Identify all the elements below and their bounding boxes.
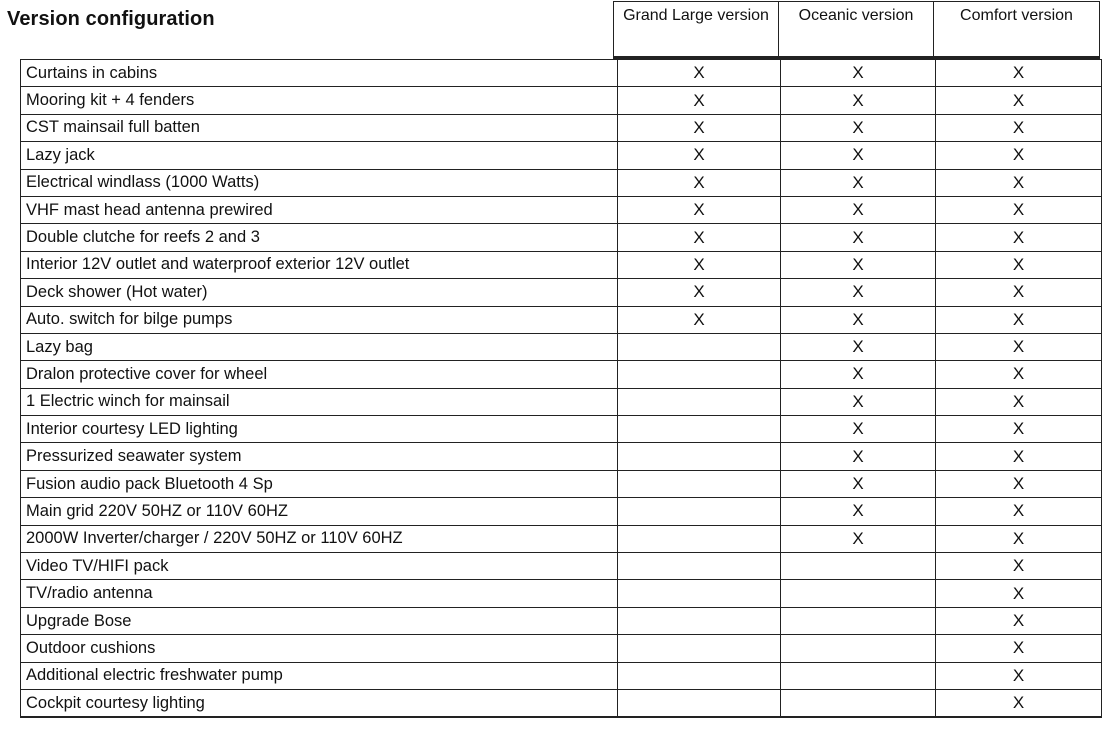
table-row [21,142,1102,169]
version-mark-cell: X [936,196,1102,223]
feature-label: Outdoor cushions [21,635,618,662]
version-mark-cell: X [936,443,1102,470]
version-mark-cell: X [618,169,781,196]
version-mark-cell: X [781,443,936,470]
version-mark-cell: X [781,251,936,278]
version-mark-cell: X [936,279,1102,306]
version-mark-cell: X [781,388,936,415]
column-header-comfort: Comfort version [933,1,1100,59]
feature-label: 1 Electric winch for mainsail [21,388,618,415]
feature-label: Pressurized seawater system [21,443,618,470]
table-row [21,525,1102,552]
feature-label: VHF mast head antenna prewired [21,196,618,223]
feature-label: Mooring kit + 4 fenders [21,87,618,114]
version-mark-cell: X [781,416,936,443]
version-mark-cell: X [936,388,1102,415]
feature-label: Fusion audio pack Bluetooth 4 Sp [21,470,618,497]
version-mark-cell: X [781,60,936,87]
table-row [21,333,1102,360]
table-row [21,580,1102,607]
version-mark-cell: X [781,306,936,333]
table-row [21,470,1102,497]
version-mark-cell: X [936,498,1102,525]
table-row [21,169,1102,196]
table-row [21,635,1102,662]
version-mark-cell [618,361,781,388]
feature-label: Lazy jack [21,142,618,169]
version-mark-cell [618,635,781,662]
feature-label: Additional electric freshwater pump [21,662,618,689]
table-row [21,251,1102,278]
version-mark-cell: X [936,142,1102,169]
version-mark-cell: X [781,196,936,223]
table-row [21,498,1102,525]
feature-label: Upgrade Bose [21,607,618,634]
version-mark-cell [618,580,781,607]
version-mark-cell: X [936,361,1102,388]
table-row [21,279,1102,306]
table-row [21,416,1102,443]
version-mark-cell [781,580,936,607]
column-header-oceanic: Oceanic version [777,1,935,59]
version-mark-cell [781,662,936,689]
version-mark-cell [618,470,781,497]
table-row [21,443,1102,470]
table-row [21,196,1102,223]
version-mark-cell [618,689,781,717]
version-mark-cell [781,607,936,634]
version-mark-cell: X [618,279,781,306]
version-mark-cell: X [936,470,1102,497]
table-row [21,689,1102,717]
configuration-table-body [21,60,1102,718]
feature-label: Interior 12V outlet and waterproof exterior 12V outlet [21,251,618,278]
feature-label: Double clutche for reefs 2 and 3 [21,224,618,251]
feature-label: CST mainsail full batten [21,114,618,141]
version-mark-cell [618,416,781,443]
version-mark-cell [618,553,781,580]
feature-label: Curtains in cabins [21,60,618,87]
version-mark-cell [618,443,781,470]
feature-label: Main grid 220V 50HZ or 110V 60HZ [21,498,618,525]
version-mark-cell: X [936,635,1102,662]
version-mark-cell: X [781,87,936,114]
version-mark-cell: X [618,87,781,114]
version-mark-cell: X [781,470,936,497]
version-mark-cell: X [781,279,936,306]
version-mark-cell: X [936,553,1102,580]
version-mark-cell: X [936,87,1102,114]
version-mark-cell: X [781,333,936,360]
version-mark-cell [781,689,936,717]
feature-label: Interior courtesy LED lighting [21,416,618,443]
feature-label: Electrical windlass (1000 Watts) [21,169,618,196]
version-mark-cell: X [936,689,1102,717]
version-mark-cell: X [936,607,1102,634]
version-mark-cell: X [781,142,936,169]
feature-label: Cockpit courtesy lighting [21,689,618,717]
version-mark-cell: X [618,60,781,87]
version-mark-cell: X [781,224,936,251]
table-row [21,361,1102,388]
version-mark-cell: X [781,114,936,141]
version-mark-cell: X [936,333,1102,360]
version-mark-cell: X [618,196,781,223]
page-title: Version configuration [7,8,215,30]
version-mark-cell: X [936,224,1102,251]
table-row [21,553,1102,580]
version-mark-cell: X [936,169,1102,196]
feature-label: TV/radio antenna [21,580,618,607]
version-mark-cell: X [936,662,1102,689]
version-mark-cell: X [936,306,1102,333]
version-mark-cell [618,607,781,634]
version-mark-cell: X [936,580,1102,607]
table-row [21,662,1102,689]
version-mark-cell: X [618,142,781,169]
version-mark-cell: X [936,60,1102,87]
feature-label: Deck shower (Hot water) [21,279,618,306]
table-row [21,224,1102,251]
version-mark-cell: X [618,224,781,251]
version-mark-cell: X [781,498,936,525]
version-mark-cell [618,388,781,415]
version-mark-cell: X [936,416,1102,443]
version-mark-cell [618,333,781,360]
version-mark-cell: X [936,251,1102,278]
feature-label: Dralon protective cover for wheel [21,361,618,388]
version-mark-cell: X [781,169,936,196]
table-row [21,388,1102,415]
feature-label: Lazy bag [21,333,618,360]
version-mark-cell: X [618,251,781,278]
version-mark-cell [618,662,781,689]
table-row [21,306,1102,333]
version-mark-cell: X [936,525,1102,552]
table-row [21,114,1102,141]
version-mark-cell [618,525,781,552]
version-mark-cell: X [781,361,936,388]
table-row [21,87,1102,114]
version-mark-cell: X [618,306,781,333]
table-row [21,607,1102,634]
feature-label: 2000W Inverter/charger / 220V 50HZ or 110V 60HZ [21,525,618,552]
table-row [21,60,1102,87]
configuration-table [20,59,1102,718]
version-mark-cell: X [618,114,781,141]
column-header-grand-large: Grand Large version [613,1,779,59]
version-mark-cell [618,498,781,525]
feature-label: Video TV/HIFI pack [21,553,618,580]
version-mark-cell: X [781,525,936,552]
feature-label: Auto. switch for bilge pumps [21,306,618,333]
version-mark-cell: X [936,114,1102,141]
version-mark-cell [781,553,936,580]
version-mark-cell [781,635,936,662]
